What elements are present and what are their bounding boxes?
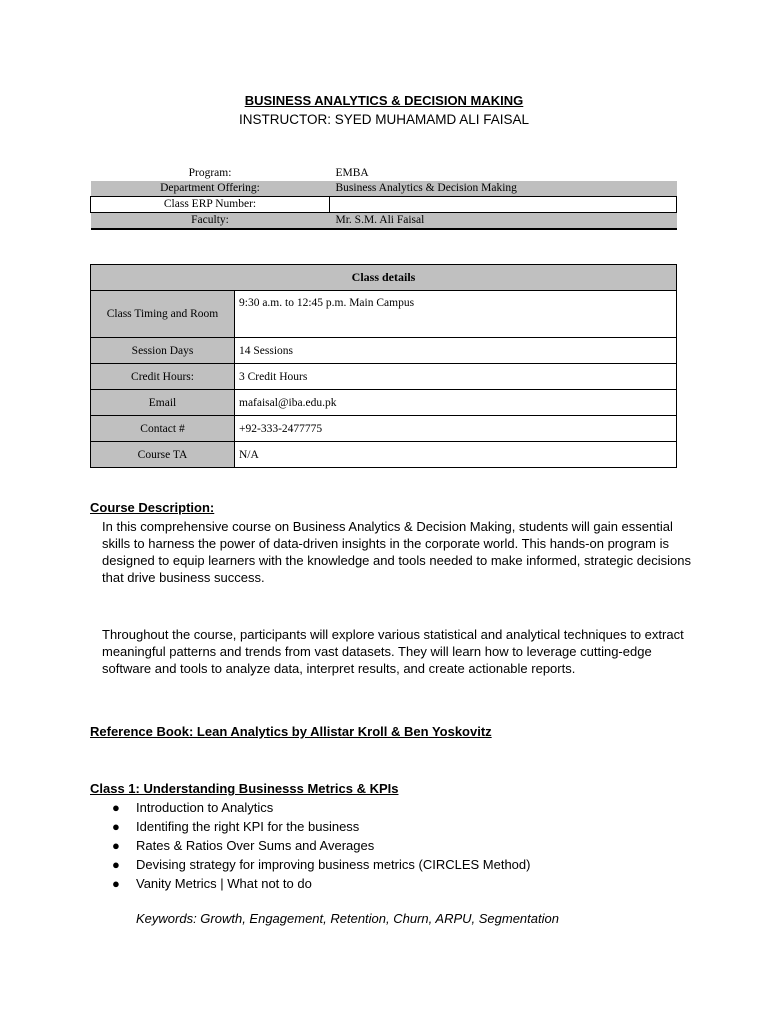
list-item [112, 874, 530, 893]
details-value: 3 Credit Hours [235, 364, 677, 390]
details-value: +92-333-2477775 [235, 416, 677, 442]
list-item [112, 798, 530, 817]
list-item-text: Vanity Metrics | What not to do [136, 876, 312, 891]
details-row-contact [91, 416, 677, 442]
info-row-faculty [91, 213, 677, 230]
info-value: EMBA [335, 167, 369, 179]
info-row-department [91, 181, 677, 197]
info-value: Mr. S.M. Ali Faisal [330, 213, 677, 230]
keywords-line: Keywords: Growth, Engagement, Retention, Churn, ARPU, Segmentation [136, 911, 559, 926]
info-label: Department Offering: [91, 181, 330, 197]
info-label: Program: [188, 167, 232, 179]
list-item-text: Identifing the right KPI for the business [136, 819, 360, 834]
class1-heading: Class 1: Understanding Businesss Metrics & KPIs [90, 781, 399, 796]
info-row-program [91, 166, 677, 181]
details-label: Class Timing and Room [91, 291, 235, 338]
info-label: Class ERP Number: [91, 197, 330, 213]
info-value [330, 197, 677, 213]
info-value: Business Analytics & Decision Making [330, 181, 677, 197]
details-label: Session Days [91, 338, 235, 364]
bullet-icon: ● [112, 857, 120, 872]
list-item-text: Devising strategy for improving business metrics (CIRCLES Method) [136, 857, 531, 872]
description-paragraph: Throughout the course, participants will explore various statistical and analytical techniques to extract meaningful patterns and trends from vast datasets. They will learn how to leverage cutting-edge software and tools to analyze data, interpret results, and create actionable reports. [102, 627, 684, 676]
details-row-ta [91, 442, 677, 468]
class1-topic-list [112, 798, 530, 893]
details-row-timing [91, 291, 677, 338]
list-item [112, 817, 530, 836]
details-label: Email [91, 390, 235, 416]
program-info-table [90, 166, 677, 230]
details-value: mafaisal@iba.edu.pk [235, 390, 677, 416]
list-item [112, 855, 530, 874]
details-label: Credit Hours: [91, 364, 235, 390]
reference-book-heading: Reference Book: Lean Analytics by Allistar Kroll & Ben Yoskovitz [90, 724, 492, 739]
course-description-heading: Course Description: [90, 500, 215, 515]
details-label: Contact # [91, 416, 235, 442]
details-value: N/A [235, 442, 677, 468]
bullet-icon: ● [112, 838, 120, 853]
list-item [112, 836, 530, 855]
class-details-table [90, 264, 677, 468]
details-label: Course TA [91, 442, 235, 468]
list-item-text: Rates & Ratios Over Sums and Averages [136, 838, 375, 853]
info-label: Faculty: [91, 213, 330, 230]
description-paragraph: In this comprehensive course on Business Analytics & Decision Making, students will gain essential skills to harness the power of data-driven insights in the corporate world. This hands-on program is designed to equip learners with the knowledge and tools needed to make informed, strategic decisions that drive business success. [102, 519, 691, 585]
details-header: Class details [91, 265, 677, 291]
bullet-icon: ● [112, 819, 120, 834]
details-row-credit [91, 364, 677, 390]
bullet-icon: ● [112, 876, 120, 891]
details-row-sessions [91, 338, 677, 364]
list-item-text: Introduction to Analytics [136, 800, 274, 815]
bullet-icon: ● [112, 800, 120, 815]
details-value: 14 Sessions [235, 338, 677, 364]
details-value: 9:30 a.m. to 12:45 p.m. Main Campus [235, 291, 677, 338]
details-header-row [91, 265, 677, 291]
details-row-email [91, 390, 677, 416]
document-title: BUSINESS ANALYTICS & DECISION MAKING [244, 93, 524, 108]
instructor-line: INSTRUCTOR: SYED MUHAMAMD ALI FAISAL [238, 112, 530, 127]
info-row-erp [91, 197, 677, 213]
